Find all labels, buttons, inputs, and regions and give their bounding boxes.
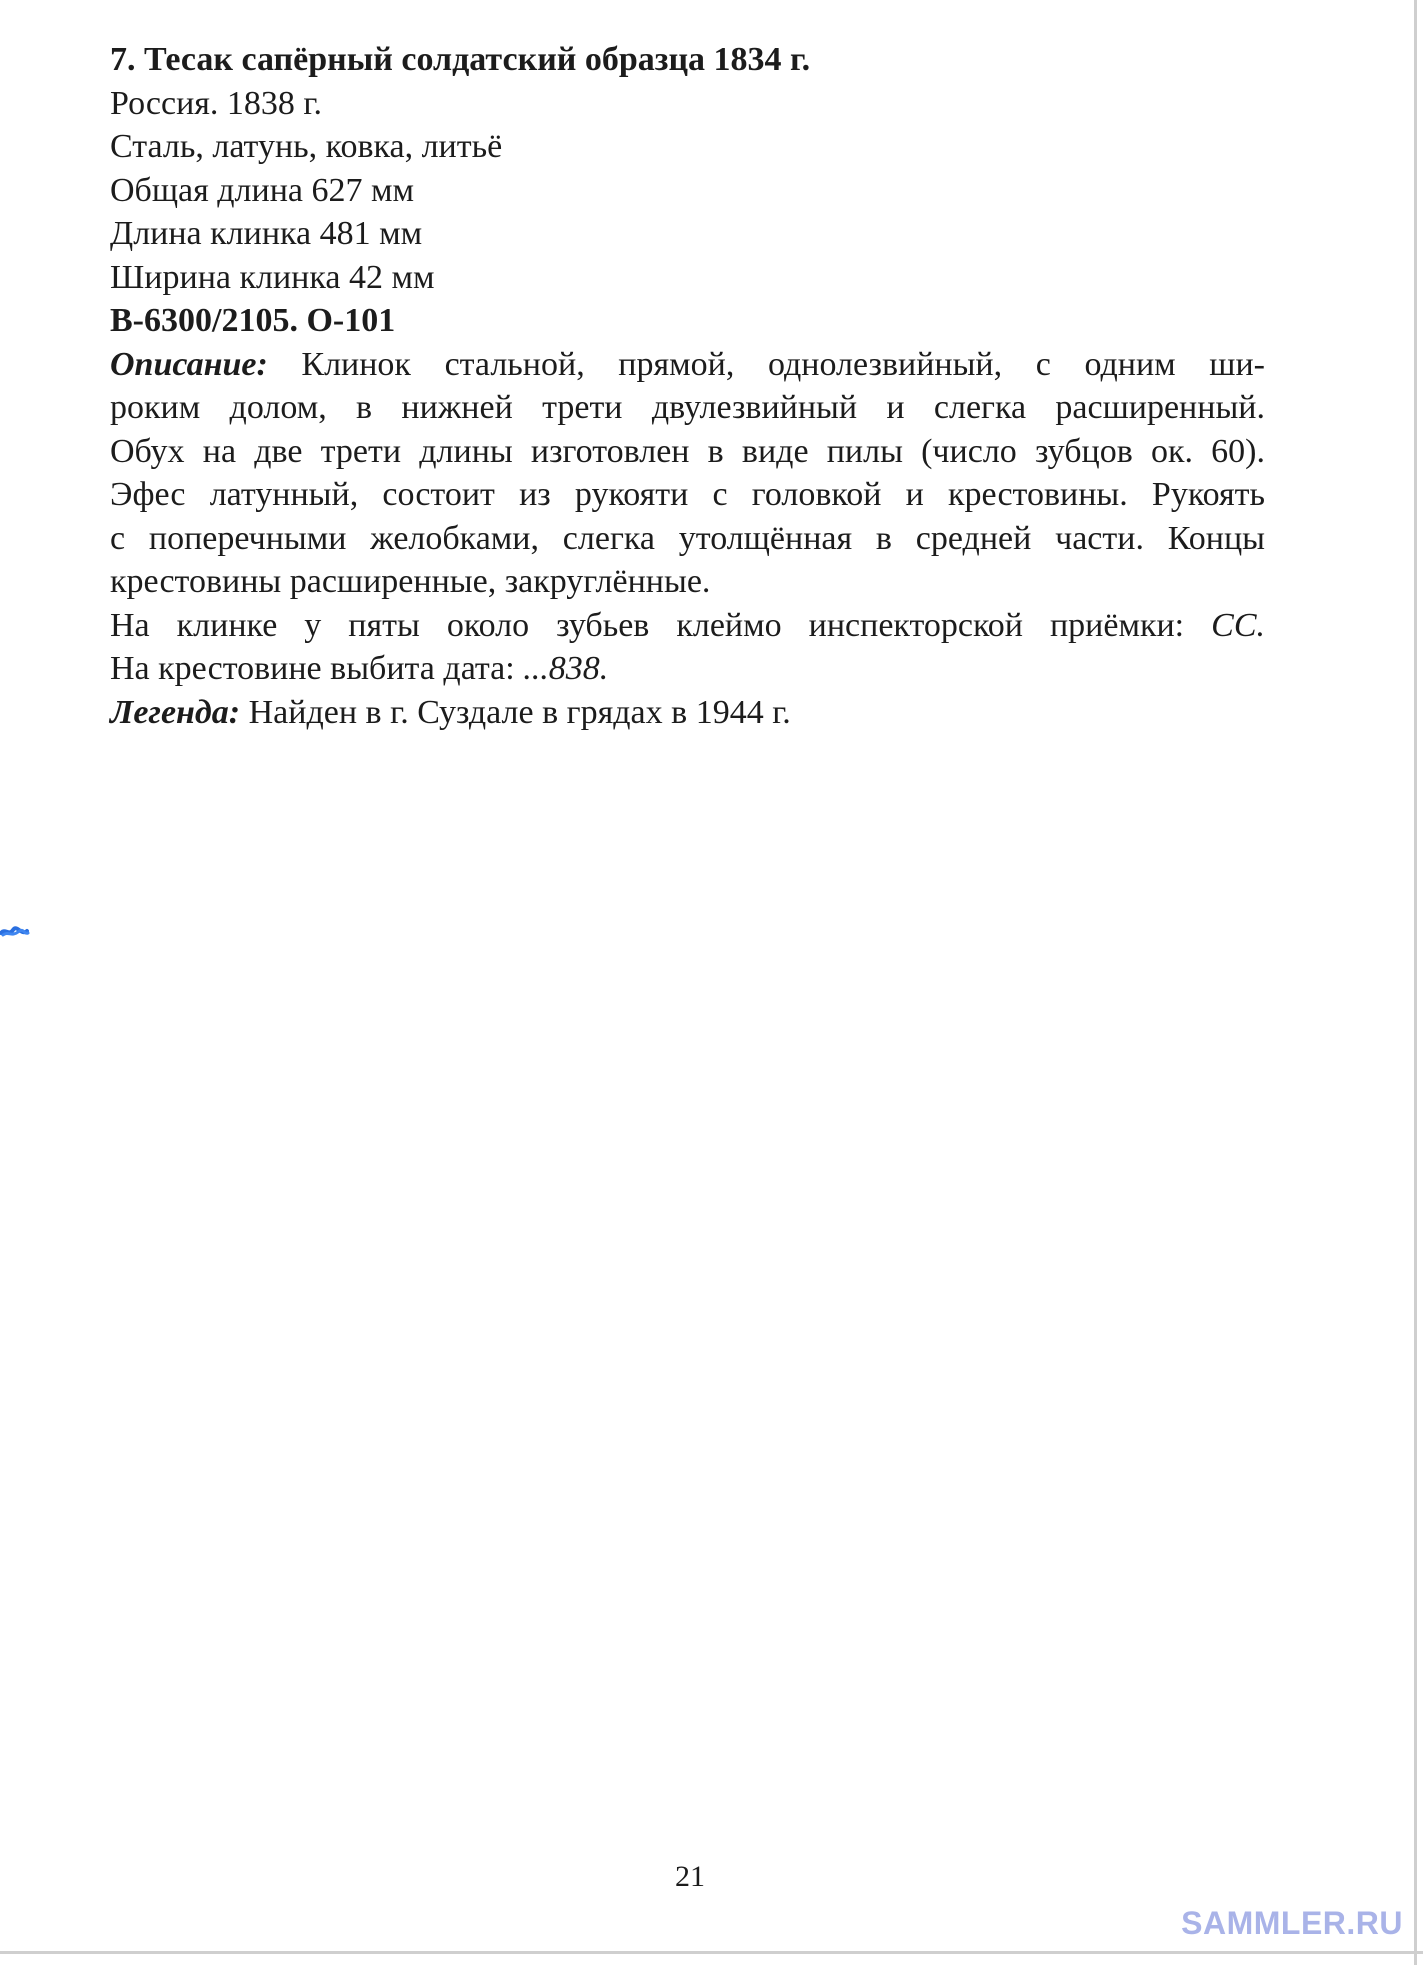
mark-text: На клинке у пяты около зубьев клеймо инспекторской приёмки: (110, 606, 1212, 644)
mark-line (110, 604, 1265, 648)
entry-materials: Сталь, латунь, ковка, литьё (110, 128, 503, 165)
mark-value: СС. (1211, 606, 1265, 644)
date-text: На крестовине выбита дата: (110, 650, 524, 687)
page-edge-right (1414, 0, 1417, 1965)
description-label: Описание: (110, 345, 268, 383)
entry-blade-length: Длина клинка 481 мм (110, 215, 423, 252)
page-edge-bottom (0, 1951, 1423, 1954)
entry-origin: Россия. 1838 г. (110, 84, 323, 122)
legend-line (110, 691, 1265, 735)
pen-scribble-mark (0, 924, 30, 940)
page-number: 21 (675, 1860, 705, 1893)
date-line (110, 647, 1265, 691)
legend-text: Найден в г. Суздале в грядах в 1944 г. (240, 693, 791, 731)
catalog-entry (110, 38, 1265, 734)
date-value: ...838. (523, 650, 609, 687)
entry-blade-width: Ширина клинка 42 мм (110, 258, 435, 296)
description-line-2: роким долом, в нижней трети двулезвийный и слегка расширенный. (110, 389, 1265, 426)
description-line-4: Эфес латунный, состоит из рукояти с головкой и крестовины. Рукоять (110, 476, 1265, 513)
entry-total-length: Общая длина 627 мм (110, 171, 415, 209)
description-line-1 (110, 343, 1265, 387)
legend-label: Легенда: (110, 693, 241, 731)
entry-inventory-number: В-6300/2105. О-101 (110, 302, 396, 339)
entry-title: 7. Тесак сапёрный солдатский образца 1834 г. (110, 41, 811, 78)
description-line-5: с поперечными желобками, слегка утолщённая в средней части. Концы (110, 519, 1265, 557)
description-line-3: Обух на две трети длины изготовлен в виде пилы (число зубцов ок. 60). (110, 432, 1265, 470)
watermark: SAMMLER.RU (1181, 1905, 1403, 1941)
description-text-1: Клинок стальной, прямой, однолезвийный, с одним ши- (267, 345, 1265, 383)
description-line-6: крестовины расширенные, закруглённые. (110, 563, 711, 600)
